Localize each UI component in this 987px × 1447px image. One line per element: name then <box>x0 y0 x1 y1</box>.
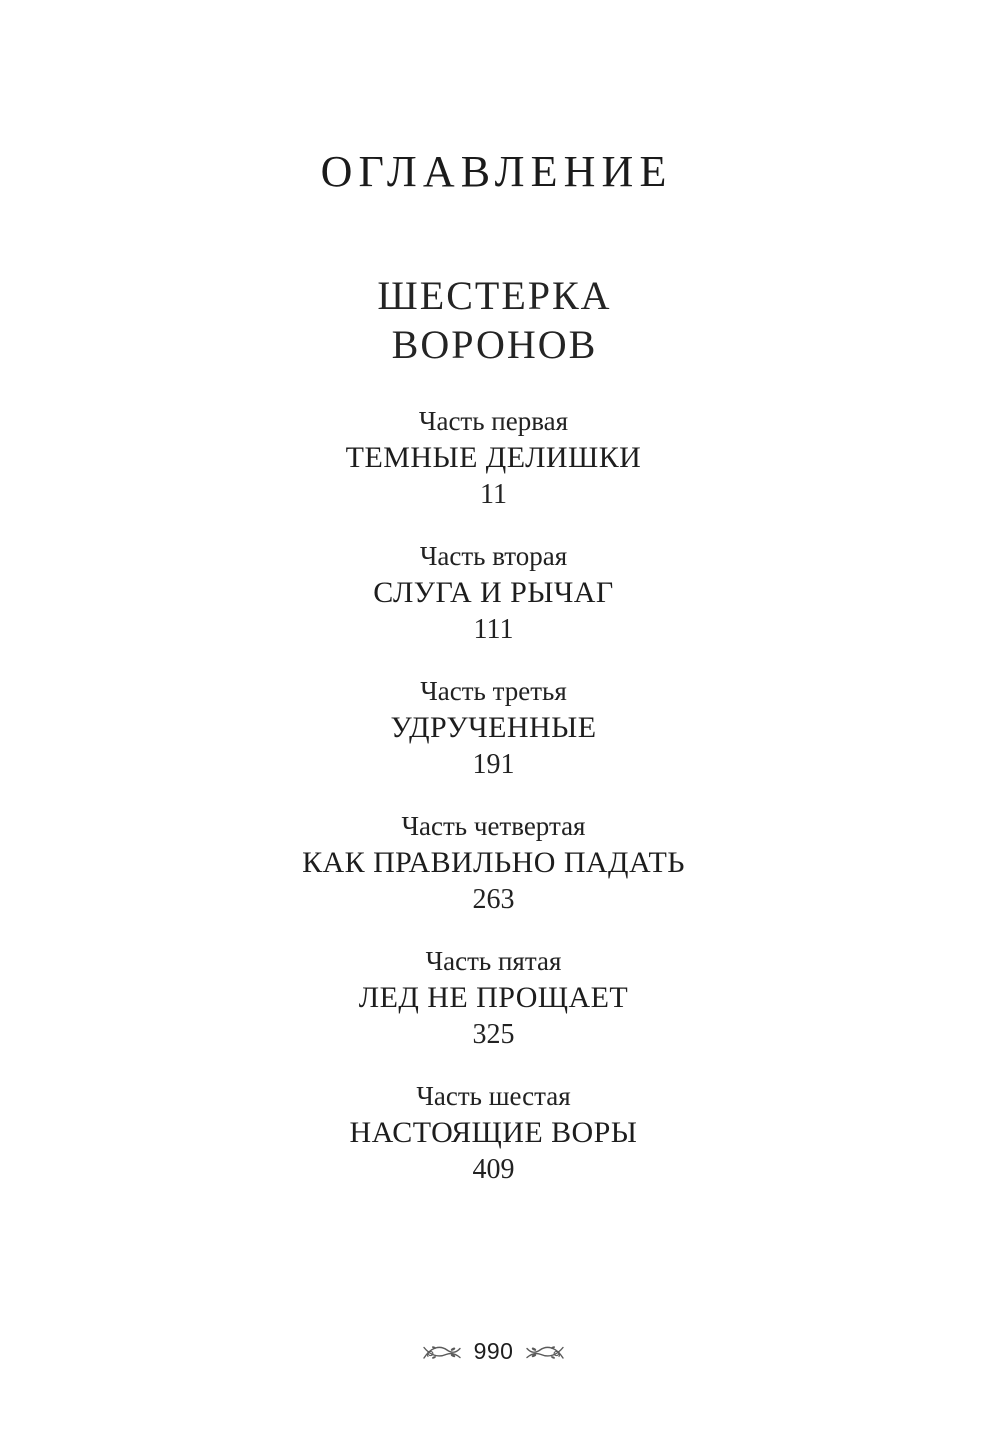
page-title: ОГЛАВЛЕНИЕ <box>320 147 673 196</box>
footer-page-number: 990 <box>473 1338 514 1364</box>
entry-part-label: Часть четвертая <box>401 810 586 841</box>
entry-part-label: Часть шестая <box>416 1080 571 1111</box>
floral-flourish-icon <box>422 1341 462 1363</box>
entry-part-label: Часть вторая <box>419 540 568 571</box>
entry-page-number: 263 <box>472 883 515 915</box>
entry-page-number: 409 <box>472 1153 515 1185</box>
toc-entry <box>390 674 596 784</box>
book-title-line-1: ШЕСТЕРКА <box>377 273 612 319</box>
entry-title: УДРУЧЕННЫЕ <box>390 710 597 744</box>
entry-page-number: 191 <box>472 748 515 780</box>
entry-title: КАК ПРАВИЛЬНО ПАДАТЬ <box>302 845 685 879</box>
entry-page-number: 111 <box>473 613 514 645</box>
book-title <box>375 272 611 370</box>
toc-entry <box>373 539 613 649</box>
entry-part-label: Часть третья <box>420 675 567 706</box>
floral-flourish-icon <box>525 1341 565 1363</box>
toc-entries <box>302 404 685 1214</box>
page-footer <box>0 1338 987 1365</box>
entry-part-label: Часть пятая <box>425 945 562 976</box>
toc-entry <box>302 809 685 919</box>
entry-page-number: 325 <box>472 1018 515 1050</box>
toc-entry <box>350 1079 638 1189</box>
toc-entry <box>359 944 628 1054</box>
entry-title: СЛУГА И РЫЧАГ <box>373 575 614 609</box>
entry-title: НАСТОЯЩИЕ ВОРЫ <box>349 1115 638 1149</box>
entry-part-label: Часть первая <box>418 405 569 436</box>
entry-title: ЛЕД НЕ ПРОЩАЕТ <box>358 980 629 1014</box>
toc-entry <box>346 404 642 514</box>
entry-title: ТЕМНЫЕ ДЕЛИШКИ <box>345 441 642 474</box>
entry-page-number: 11 <box>480 479 507 510</box>
book-title-line-2: ВОРОНОВ <box>391 322 598 368</box>
